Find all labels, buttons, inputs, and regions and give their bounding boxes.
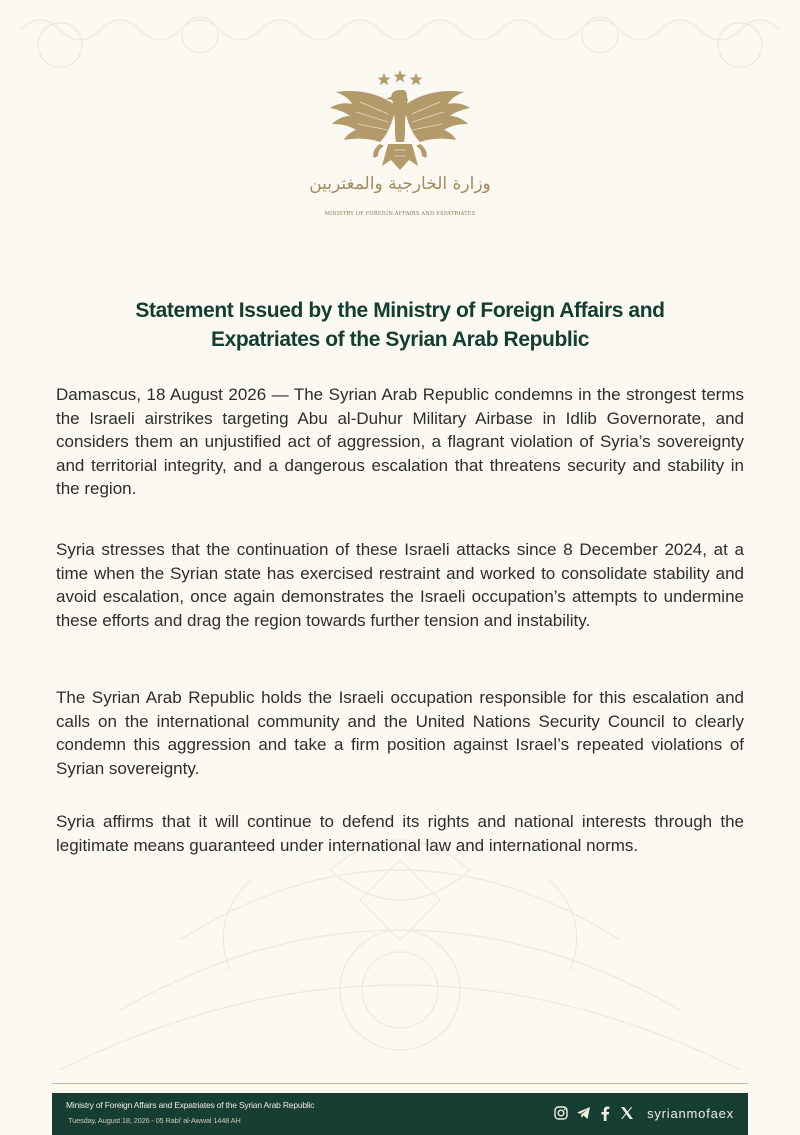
instagram-icon[interactable]: [553, 1105, 569, 1121]
x-icon[interactable]: [619, 1105, 635, 1121]
social-handle[interactable]: syrianmofaex: [647, 1105, 734, 1121]
footer-divider: [52, 1083, 748, 1084]
facebook-icon[interactable]: [597, 1105, 613, 1121]
paragraph-3: The Syrian Arab Republic holds the Israeli occupation responsible for this escalation and calls on the international community and the United Nations Security Council to clearly condemn this aggression and take a firm position against Israel’s repeated violations of Syrian sovereignty.: [56, 688, 744, 778]
paragraph-4: Syria affirms that it will continue to defend its rights and national interests through the legitimate means guaranteed under international law and international norms.: [56, 812, 744, 855]
title-line-2: Expatriates of the Syrian Arab Republic: [210, 328, 590, 351]
title-line-1: Statement Issued by the Ministry of Foreign Affairs and: [135, 299, 665, 322]
ministry-arabic-name: وزارة الخارجية والمغتربين: [309, 174, 491, 194]
telegram-icon[interactable]: [575, 1105, 591, 1121]
footer-bar: [52, 1093, 748, 1135]
ministry-emblem: [300, 66, 500, 226]
footer-organization: Ministry of Foreign Affairs and Expatriates of the Syrian Arab Republic: [66, 1100, 315, 1110]
paragraph-2: Syria stresses that the continuation of these Israeli attacks since 8 December 2024, at a time when the Syrian state has exercised restraint and worked to consolidate stability and avoid escalation, once again demonstrates the Israeli occupation’s attempts to undermine these efforts and drag the region towards further tension and instability.: [56, 540, 744, 630]
footer-date: Tuesday, August 18, 2026 - 05 Rabi’ al-Awwal 1448 AH: [68, 1116, 241, 1125]
social-links: [553, 1104, 734, 1122]
statement-title: [60, 296, 740, 354]
eagle-emblem-icon: [300, 66, 500, 174]
paragraph-1: Damascus, 18 August 2026 — The Syrian Arab Republic condemns in the strongest terms the Israeli airstrikes targeting Abu al-Duhur Military Airbase in Idlib Governorate, and considers them an unjustified act of aggression, a flagrant violation of Syria’s sovereignty and territorial integrity, and a dangerous escalation that threatens security and stability in the region.: [56, 385, 744, 498]
ministry-english-name: MINISTRY OF FOREIGN AFFAIRS AND EXPATRIATES: [324, 211, 476, 217]
